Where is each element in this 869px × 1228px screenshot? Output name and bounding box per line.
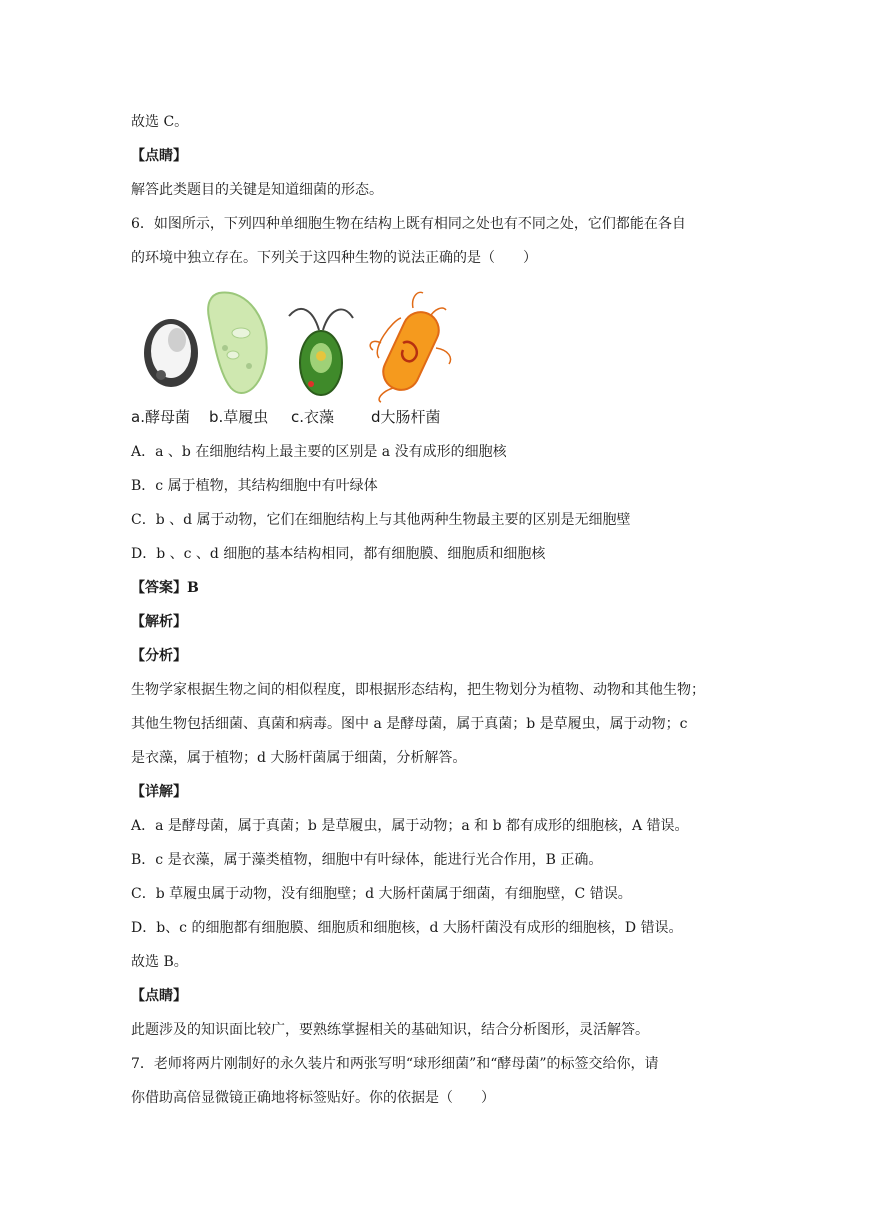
figure-label-d: d大肠杆菌 xyxy=(371,408,441,426)
option-a: A．a 、b 在细胞结构上最主要的区别是 a 没有成形的细胞核 xyxy=(131,444,507,460)
question-stem: 6．如图所示，下列四种单细胞生物在结构上既有相同之处也有不同之处，它们都能在各自 xyxy=(131,216,686,232)
jiexi-heading: 【解析】 xyxy=(131,614,187,630)
xiangjie-d: D．b、c 的细胞都有细胞膜、细胞质和细胞核，d 大肠杆菌没有成形的细胞核，D 错误。 xyxy=(131,920,683,936)
fenxi-text: 其他生物包括细菌、真菌和病毒。图中 a 是酵母菌，属于真菌；b 是草履虫，属于动物；c xyxy=(131,716,688,732)
option-d: D．b 、c 、d 细胞的基本结构相同，都有细胞膜、细胞质和细胞核 xyxy=(131,546,546,562)
four-organisms-figure xyxy=(131,288,461,428)
dianjing-text: 解答此类题目的关键是知道细菌的形态。 xyxy=(131,182,383,198)
fenxi-text: 是衣藻，属于植物；d 大肠杆菌属于细菌，分析解答。 xyxy=(131,750,467,766)
organisms-illustration xyxy=(131,288,461,403)
question-stem: 7．老师将两片刚制好的永久装片和两张写明“球形细菌”和“酵母菌”的标签交给你，请 xyxy=(131,1056,659,1072)
xiangjie-b: B．c 是衣藻，属于藻类植物，细胞中有叶绿体，能进行光合作用，B 正确。 xyxy=(131,852,603,868)
ecoli-illustration xyxy=(370,292,450,402)
paramecium-illustration xyxy=(208,293,267,394)
option-c: C．b 、d 属于动物，它们在细胞结构上与其他两种生物最主要的区别是无细胞壁 xyxy=(131,512,631,528)
xiangjie-a: A．a 是酵母菌，属于真菌；b 是草履虫，属于动物；a 和 b 都有成形的细胞核，A 错误。 xyxy=(131,818,689,834)
chlamydomonas-illustration xyxy=(289,309,353,395)
option-b: B．c 属于植物，其结构细胞中有叶绿体 xyxy=(131,478,378,494)
xiangjie-heading: 【详解】 xyxy=(131,784,187,800)
fenxi-heading: 【分析】 xyxy=(131,648,187,664)
dianjing-heading: 【点睛】 xyxy=(131,988,187,1004)
xiangjie-c: C．b 草履虫属于动物，没有细胞壁；d 大肠杆菌属于细菌，有细胞壁，C 错误。 xyxy=(131,886,632,902)
fenxi-text: 生物学家根据生物之间的相似程度，即根据形态结构，把生物划分为植物、动物和其他生物； xyxy=(131,682,705,698)
question-stem: 的环境中独立存在。下列关于这四种生物的说法正确的是（ ） xyxy=(131,250,537,266)
dianjing-text: 此题涉及的知识面比较广，要熟练掌握相关的基础知识，结合分析图形，灵活解答。 xyxy=(131,1022,649,1038)
choose-line: 故选 C。 xyxy=(131,114,189,130)
figure-label-a: a.酵母菌 xyxy=(131,408,190,426)
figure-label-b: b.草履虫 xyxy=(209,408,269,426)
question-stem: 你借助高倍显微镜正确地将标签贴好。你的依据是（ ） xyxy=(131,1090,495,1106)
yeast-illustration xyxy=(144,319,198,387)
dianjing-heading: 【点睛】 xyxy=(131,148,187,164)
figure-label-c: c.衣藻 xyxy=(291,408,335,426)
answer-line: 【答案】B xyxy=(131,580,199,596)
choose-line: 故选 B。 xyxy=(131,954,188,970)
